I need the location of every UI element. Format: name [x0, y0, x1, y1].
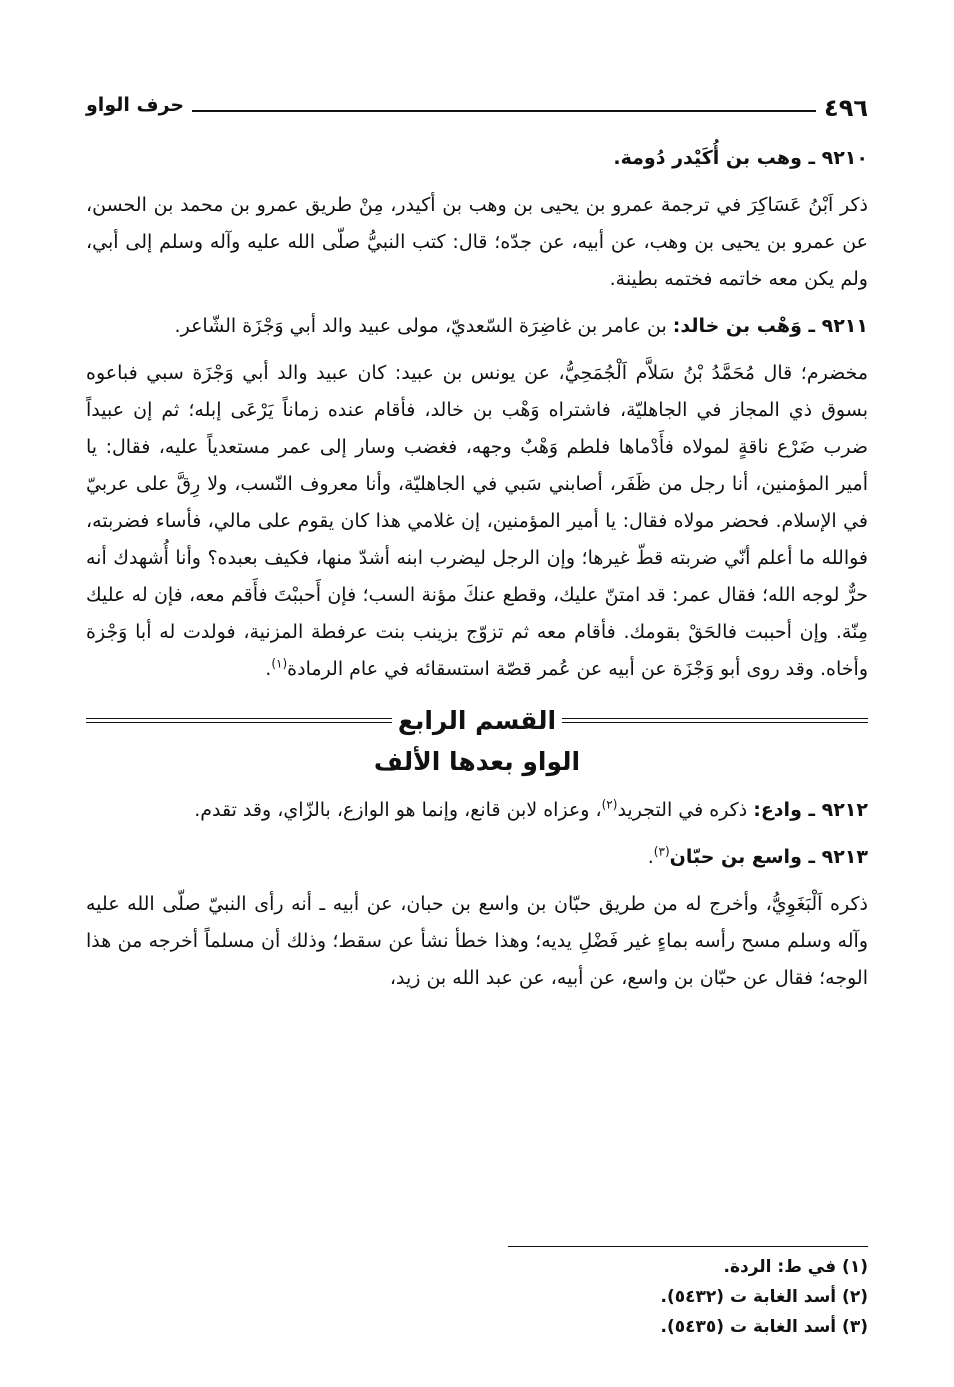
entry-9212 — [86, 792, 868, 829]
double-rule-left — [86, 718, 392, 723]
entry-text: بن عامر بن غاضِرَة السّعديّ، مولى عبيد والد أبي وَجْزَة الشّاعر. — [174, 315, 673, 337]
footnotes-rule — [508, 1246, 868, 1247]
entry-9213 — [86, 839, 868, 876]
footnote-ref-1[interactable]: (١) — [271, 656, 288, 671]
entry-heading: ٩٢١٣ ـ واسع بن حبّان — [669, 846, 868, 868]
entry-9211 — [86, 308, 868, 345]
section-title: القسم الرابع — [397, 706, 557, 735]
entry-heading: ٩٢١٢ ـ وادع: — [753, 799, 868, 821]
footnote-ref-3[interactable]: (٣) — [653, 844, 670, 859]
paragraph-text: مخضرم؛ قال مُحَمَّدُ بْنُ سَلاَّم اَلْجُمَحِيُّ، عن يونس بن عبيد: كان عبيد والد أبي وَجْزَة سبي فباعوه بسوق ذي المجاز في الجاهليّة، فاشتراه وَهْب بن خالد، فأقام عنده زماناً يَرْعَى إبله؛ ثم إن عبيداً ضرب ضَرْع ناقةٍ لمولاه فأَدْماها فلطم وَهْبٌ وجهه، فغضب وسار إلى عمر مستعدياً عليه، فقال: يا أمير المؤمنين، أنا رجل من ظَفَر، أصابني سَبي في الجاهليّة، وأنا معروف النّسب، ولا رِقَّ على عربيّ في الإسلام. فحضر مولاه فقال: يا أمير المؤمنين، إن غلامي هذا كان يقوم على مالي، فأساء فضربته، فوالله ما أعلم أنّي ضربته قطّ غيرها؛ وإن الرجل ليضرب ابنه أشدّ منها، فكيف بعبده؟ وأنا أُشهدك أنه حرٌّ لوجه الله؛ فقال عمر: قد امتنّ عليك، وقطع عنكَ مؤنة السب؛ فإن أَحببْتَ فأَقم معه، فإن له عليك مِنّة. وإن أحببت فالحَقْ بقومك. فأقام معه ثم تزوّج بزينب بنت عرفطة المزنية، فولدت له أبا وَجْزة وأخاه. وقد روى أبو وَجْزَة عن أبيه عن عُمر قصّة استسقائه في عام الرمادة — [86, 362, 868, 680]
footnote-2: (٢) أسد الغابة ت (٥٤٣٢). — [660, 1287, 868, 1307]
footnote-1: (١) في ط: الردة. — [723, 1257, 868, 1277]
section-heading-band — [86, 702, 868, 739]
entry-heading: ٩٢١١ ـ وَهْب بن خالد: — [672, 315, 868, 337]
entry-end: . — [647, 846, 654, 868]
footnote-ref-2[interactable]: (٢) — [601, 797, 618, 812]
page-header — [86, 82, 868, 122]
footnotes — [86, 1252, 868, 1342]
paragraph-end: . — [265, 658, 272, 680]
section-subtitle: الواو بعدها الألف — [373, 747, 581, 776]
running-title: حرف الواو — [86, 94, 185, 116]
header-rule — [192, 110, 816, 112]
double-rule-right — [562, 718, 868, 723]
entry-9210 — [86, 140, 868, 177]
main-text — [86, 140, 868, 1007]
entry-text: ، وعزاه لابن قانع، وإنما هو الوازع، بالزّاي، وقد تقدم. — [194, 799, 602, 821]
page-number: ٤٩٦ — [824, 94, 868, 122]
paragraph-9213: ذكره اَلْبَغَوِيُّ، وأخرج له من طريق حبّان بن واسع بن حبان، عن أبيه ـ أنه رأى النبيّ صلّى الله عليه وآله وسلم مسح رأسه بماءٍ غير فَضْلِ يديه؛ وهذا خطأ نشأ عن سقط؛ وذلك أن مسلماً أخرجه من هذا الوجه؛ فقال عن حبّان بن واسع، عن أبيه، عن عبد الله بن زيد، — [86, 893, 868, 989]
entry-heading: ٩٢١٠ ـ وهب بن أُكَيْدر دُومة. — [613, 147, 868, 169]
paragraph-9210: ذكر اَبْنُ عَسَاكِرَ في ترجمة عمرو بن يحيى بن وهب بن أكيدر، مِنْ طريق عمرو بن محمد بن الحسن، عن عمرو بن يحيى بن وهب، عن أبيه، عن جدّه؛ قال: كتب النبيُّ صلّى الله عليه وآله وسلم إلى أبي، ولم يكن معه خاتمه فختمه بطينة. — [86, 194, 868, 290]
paragraph-9211 — [86, 355, 868, 688]
footnote-3: (٣) أسد الغابة ت (٥٤٣٥). — [660, 1317, 868, 1337]
entry-text: ذكره في التجريد — [617, 799, 754, 821]
